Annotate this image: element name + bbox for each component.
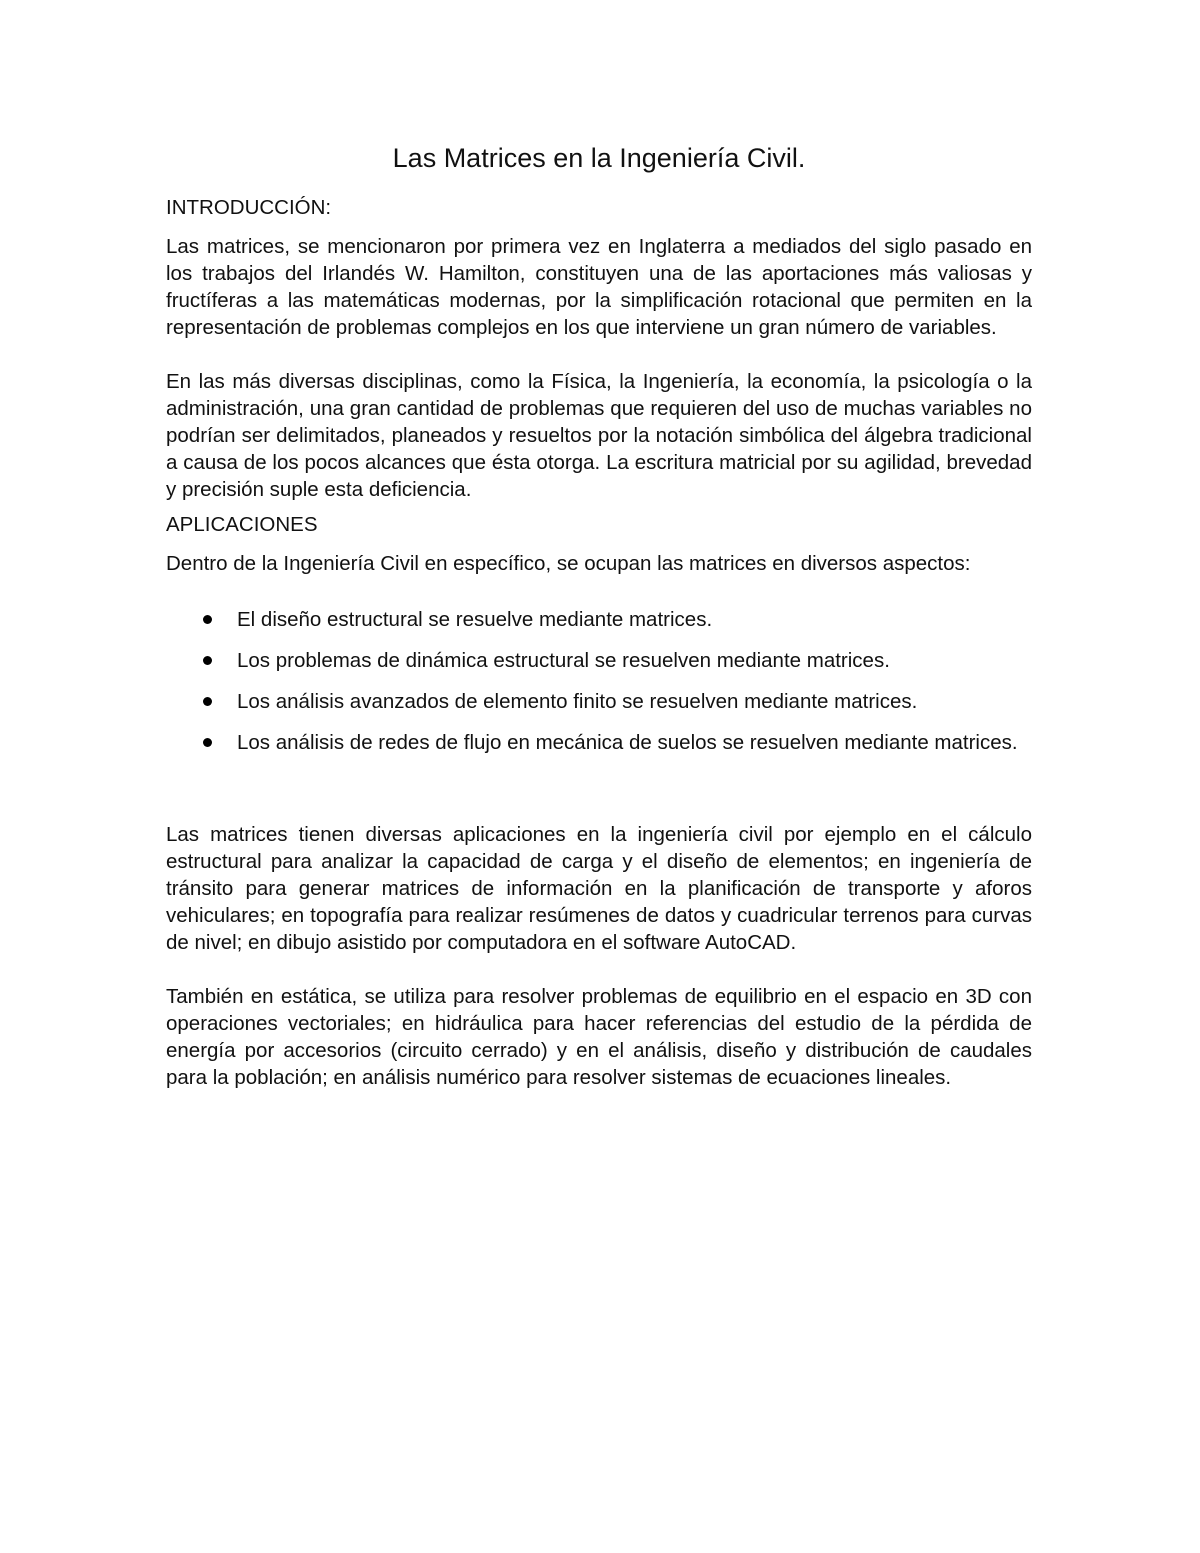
list-item [166, 640, 1032, 681]
list-item [166, 681, 1032, 722]
bullet-icon [203, 738, 212, 747]
list-item-text: Los problemas de dinámica estructural se resuelven mediante matrices. [237, 649, 890, 672]
closing-paragraph: También en estática, se utiliza para resolver problemas de equilibrio en el espacio en 3D con operaciones vectoriales; en hidráulica para hacer referencias del estudio de la pérdida de energía por accesorios (circuito cerrado) y en el análisis, diseño y distribución de caudales para la población; en análisis numérico para resolver sistemas de ecuaciones lineales. [166, 985, 1032, 1089]
applications-list [166, 599, 1032, 763]
list-item-text: Los análisis avanzados de elemento finito se resuelven mediante matrices. [237, 690, 918, 713]
list-item [166, 599, 1032, 640]
bullet-icon [203, 615, 212, 624]
document-body [166, 138, 1032, 1118]
intro-paragraph: Las matrices, se mencionaron por primera vez en Inglaterra a mediados del siglo pasado en los trabajos del Irlandés W. Hamilton, constituyen una de las aportaciones más valiosas y fructíferas a las matemáticas modernas, por la simplificación rotacional que permiten en la representación de problemas complejos en los que interviene un gran número de variables. [166, 235, 1032, 339]
list-item-text: Los análisis de redes de flujo en mecánica de suelos se resuelven mediante matrices. [237, 731, 1018, 754]
intro-paragraph: En las más diversas disciplinas, como la Física, la Ingeniería, la economía, la psicología o la administración, una gran cantidad de problemas que requieren del uso de muchas variables no podrían ser delimitados, planeados y resueltos por la notación simbólica del álgebra tradicional a causa de los pocos alcances que ésta otorga. La escritura matricial por su agilidad, brevedad y precisión suple esta deficiencia. [166, 370, 1032, 501]
intro-heading: INTRODUCCIÓN: [166, 196, 332, 219]
list-item [166, 722, 1032, 763]
bullet-icon [203, 656, 212, 665]
applications-intro: Dentro de la Ingeniería Civil en específico, se ocupan las matrices en diversos aspectos: [166, 552, 971, 575]
bullet-icon [203, 697, 212, 706]
applications-heading: APLICACIONES [166, 513, 318, 536]
closing-paragraph: Las matrices tienen diversas aplicaciones en la ingeniería civil por ejemplo en el cálculo estructural para analizar la capacidad de carga y el diseño de elementos; en ingeniería de tránsito para generar matrices de información en la planificación de transporte y aforos vehiculares; en topografía para realizar resúmenes de datos y cuadricular terrenos para curvas de nivel; en dibujo asistido por computadora en el software AutoCAD. [166, 823, 1032, 954]
list-item-text: El diseño estructural se resuelve mediante matrices. [237, 608, 713, 631]
document-title: Las Matrices en la Ingeniería Civil. [392, 143, 806, 173]
